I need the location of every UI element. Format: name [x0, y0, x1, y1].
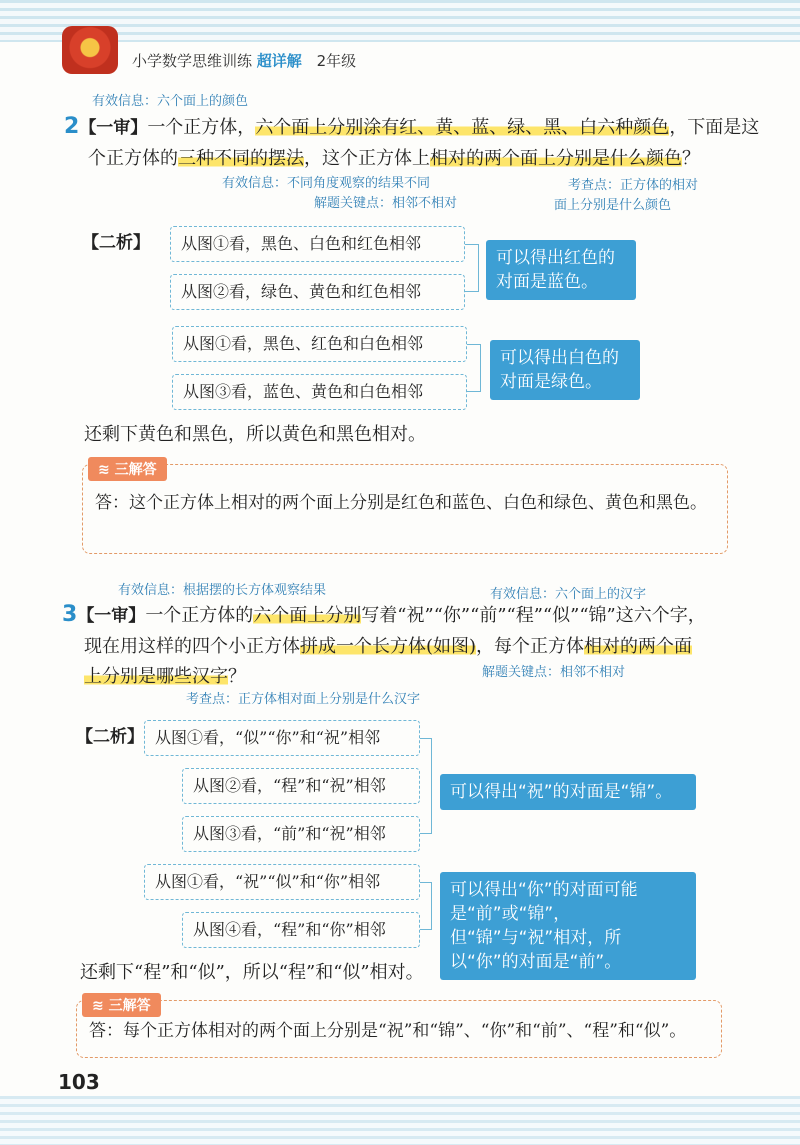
q3-analysis-box: 从图④看，“程”和“你”相邻 [182, 912, 420, 948]
q3-highlight: 相对的两个面 [584, 636, 693, 657]
q2-text: 一个正方体， [147, 117, 256, 138]
q3-note-key: 解题关键点：相邻不相对 [482, 665, 626, 680]
q3-bracket [420, 738, 432, 834]
q3-text: ，每个正方体 [476, 636, 585, 657]
q2-note-mid1: 有效信息：不同角度观察的结果不同 [222, 176, 431, 191]
q2-note-top: 有效信息：六个面上的颜色 [92, 94, 249, 109]
q2-bracket [467, 344, 481, 392]
q3-line-2 [84, 632, 692, 662]
grade-label: 2年级 [316, 52, 357, 70]
q2-bracket [465, 244, 479, 292]
q2-note-right2: 面上分别是什么颜色 [554, 198, 672, 213]
q3-answer-box [76, 1000, 722, 1058]
q3-analysis-box: 从图①看，“祝”“似”和“你”相邻 [144, 864, 420, 900]
bottom-wave-band [0, 1096, 800, 1145]
q2-answer-label: ≋ 三解答 [88, 457, 167, 481]
q2-highlight: 相对的两个面上分别是什么颜色 [430, 148, 682, 169]
q2-analysis-box: 从图①看，黑色、红色和白色相邻 [172, 326, 467, 362]
q3-answer-text: 答：每个正方体相对的两个面上分别是“祝”和“锦”、“你”和“前”、“程”和“似”。 [89, 1021, 687, 1041]
q3-note-top-right: 有效信息：六个面上的汉字 [490, 587, 647, 602]
q2-analysis-box: 从图①看，黑色、白色和红色相邻 [170, 226, 465, 262]
q2-answer-box [82, 464, 728, 554]
top-wave-band [0, 0, 800, 42]
q3-text: 一个正方体的 [145, 605, 254, 626]
q3-highlight: 拼成一个长方体(如图) [300, 636, 477, 657]
q3-text: ？ [228, 666, 246, 687]
q2-analysis-box: 从图②看，绿色、黄色和红色相邻 [170, 274, 465, 310]
q3-highlight: 六个面上分别 [253, 605, 362, 626]
q2-analysis-tag: 【二析】 [82, 233, 150, 253]
q3-number: 3 [62, 602, 78, 627]
q2-text: ，这个正方体上 [304, 148, 430, 169]
q2-review-tag: 【一审】 [79, 118, 148, 138]
book-title: 小学数学思维训练 [132, 52, 253, 70]
page-number: 103 [58, 1070, 100, 1094]
q2-highlight: 六个面上分别涂有红、黄、蓝、绿、黑、白六种颜色 [255, 117, 670, 138]
q3-review-tag: 【一审】 [77, 606, 146, 626]
q3-analysis-box: 从图②看，“程”和“祝”相邻 [182, 768, 420, 804]
q2-remaining: 还剩下黄色和黑色，所以黄色和黑色相对。 [84, 424, 426, 445]
q2-text: ？ [682, 148, 700, 169]
q3-highlight: 上分别是哪些汉字 [84, 666, 228, 687]
book-logo [62, 26, 118, 74]
q3-bracket [420, 882, 432, 930]
q2-number: 2 [64, 114, 80, 139]
q2-highlight: 三种不同的摆法 [178, 148, 304, 169]
q2-line-2 [88, 144, 700, 174]
q3-line-1 [62, 600, 706, 631]
q2-analysis-box: 从图③看，蓝色、黄色和白色相邻 [172, 374, 467, 410]
q2-conclusion-2: 可以得出白色的对面是绿色。 [490, 340, 640, 400]
q3-text: 现在用这样的四个小正方体 [84, 636, 300, 657]
q2-conclusion-1: 可以得出红色的对面是蓝色。 [486, 240, 636, 300]
q3-conclusion-2: 可以得出“你”的对面可能是“前”或“锦”，但“锦”与“祝”相对，所以“你”的对面是“前”。 [440, 872, 696, 980]
q2-note-right1: 考查点：正方体的相对 [568, 178, 699, 193]
q3-answer-label: ≋ 三解答 [82, 993, 161, 1017]
q3-analysis-box: 从图①看，“似”“你”和“祝”相邻 [144, 720, 420, 756]
q3-analysis-box: 从图③看，“前”和“祝”相邻 [182, 816, 420, 852]
q3-note-top-left: 有效信息：根据摆的长方体观察结果 [118, 583, 327, 598]
q2-text: ，下面是这 [669, 117, 760, 138]
q2-line-1 [64, 112, 759, 143]
q2-answer-text: 答：这个正方体上相对的两个面上分别是红色和蓝色、白色和绿色、黄色和黑色。 [95, 493, 707, 513]
q2-note-mid2: 解题关键点：相邻不相对 [314, 196, 458, 211]
q3-remaining: 还剩下“程”和“似”，所以“程”和“似”相对。 [80, 962, 424, 983]
book-subtitle: 超详解 [256, 52, 302, 70]
q3-note-test: 考查点：正方体相对面上分别是什么汉字 [186, 692, 421, 707]
q3-analysis-tag: 【二析】 [76, 727, 144, 747]
q2-text: 个正方体的 [88, 148, 178, 169]
q3-text: 写着“祝”“你”“前”“程”“似”“锦”这六个字， [361, 605, 706, 626]
q3-conclusion-1: 可以得出“祝”的对面是“锦”。 [440, 774, 696, 810]
page-header [132, 50, 356, 71]
